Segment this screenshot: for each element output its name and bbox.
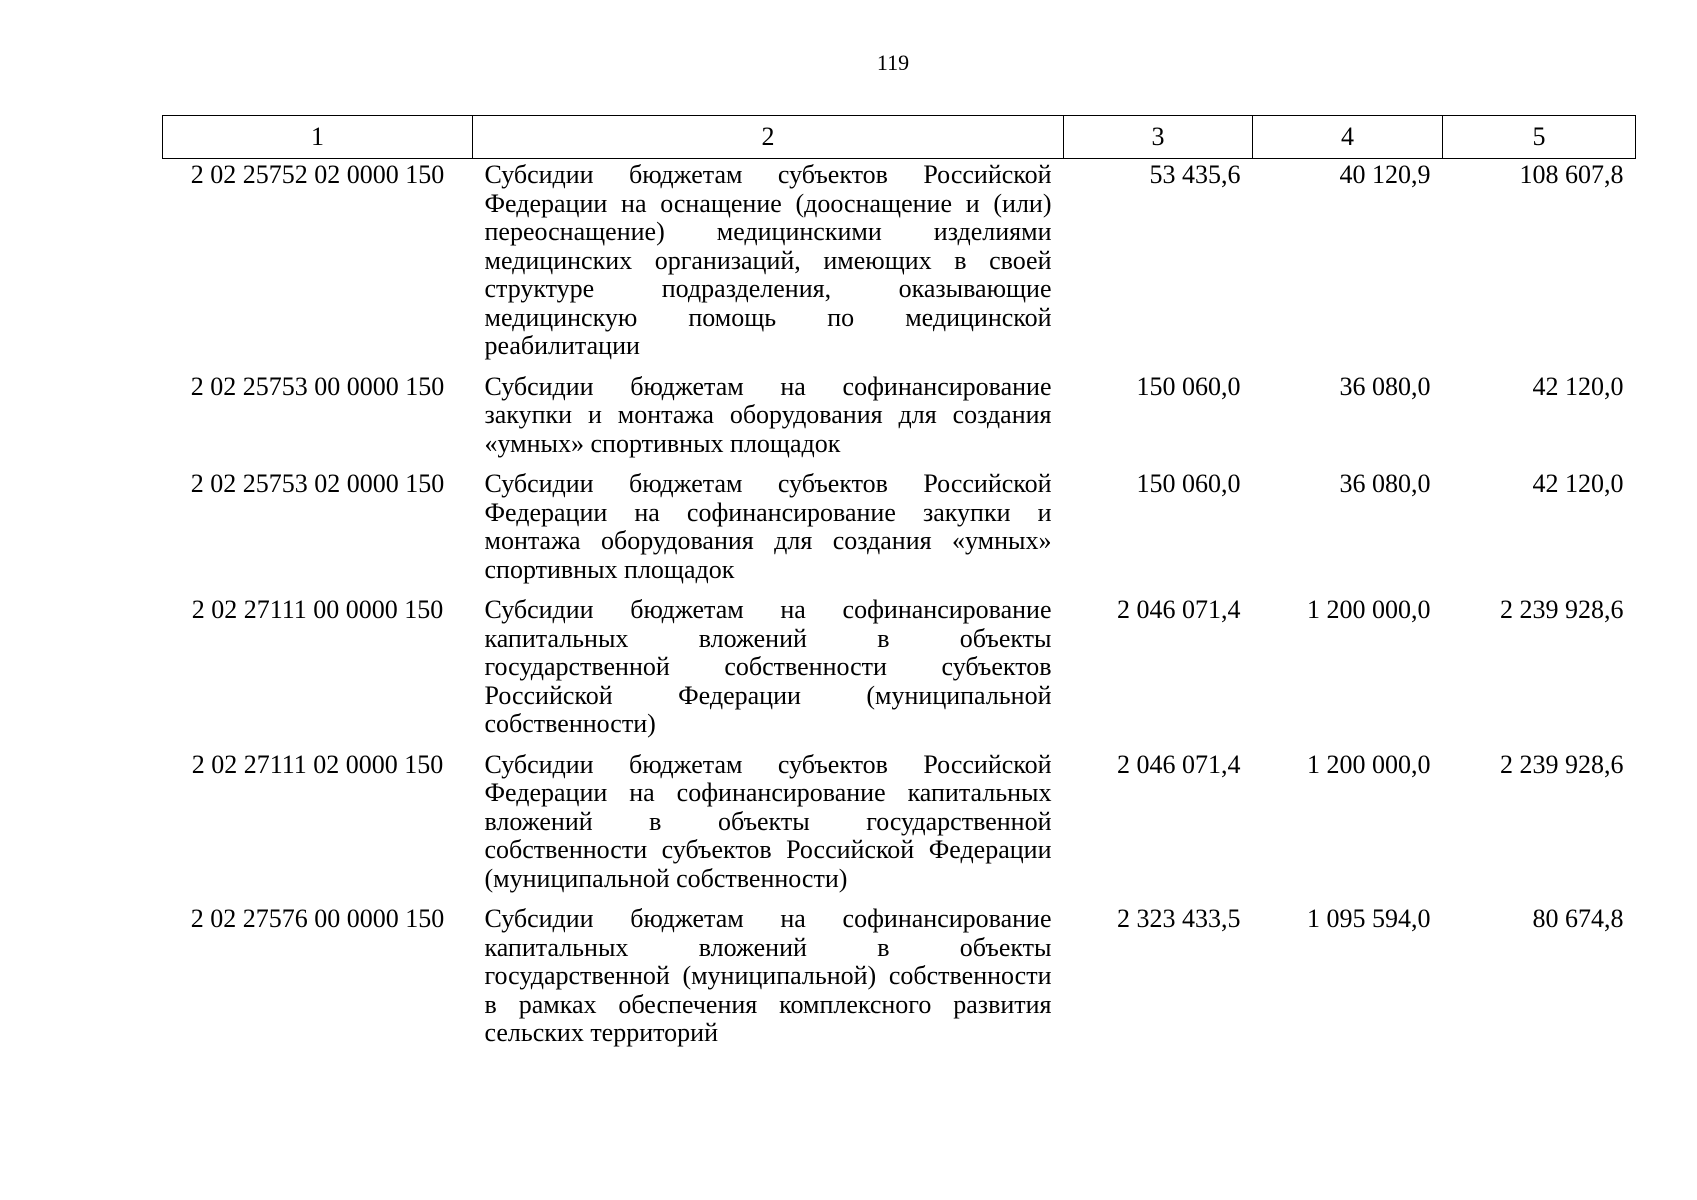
header-row	[163, 116, 1636, 159]
value-col-3: 150 060,0	[1136, 371, 1241, 401]
column-header-5: 5	[1443, 116, 1636, 159]
value-col-5: 108 607,8	[1519, 160, 1624, 189]
value-col-5: 2 239 928,6	[1500, 749, 1624, 779]
budget-code: 2 02 27111 00 0000 150	[191, 595, 444, 624]
table-header	[163, 116, 1636, 159]
value-col-4: 1 200 000,0	[1307, 595, 1431, 624]
subsidy-description: Субсидии бюджетам на софинансирование капитальных вложений в объекты государственной собственности субъектов Российской Федерации (муниципальной собственности)	[484, 595, 1052, 738]
value-col-3: 2 046 071,4	[1117, 749, 1241, 779]
table-row	[163, 749, 1636, 904]
subsidy-description: Субсидии бюджетам субъектов Российской Федерации на софинансирование закупки и монтажа оборудования для создания «умных» спортивных площадок	[484, 469, 1052, 584]
value-col-4: 1 200 000,0	[1307, 749, 1431, 779]
value-col-3: 2 323 433,5	[1117, 904, 1241, 933]
table-row	[163, 371, 1636, 469]
value-col-5: 42 120,0	[1532, 371, 1624, 401]
column-header-3: 3	[1064, 116, 1253, 159]
budget-code: 2 02 27576 00 0000 150	[190, 904, 445, 933]
table-row	[163, 159, 1636, 371]
value-col-4: 36 080,0	[1339, 371, 1431, 401]
subsidy-description: Субсидии бюджетам субъектов Российской Федерации на оснащение (дооснащение и (или) переоснащение) медицинскими изделиями медицинских организаций, имеющих в своей структуре подразделения, оказывающие медицинскую помощь по медицинской реабилитации	[484, 160, 1052, 360]
subsidy-description: Субсидии бюджетам на софинансирование капитальных вложений в объекты государственной (муниципальной) собственности в рамках обеспечения комплексного развития сельских территорий	[484, 904, 1052, 1047]
value-col-4: 40 120,9	[1339, 160, 1431, 189]
table-body	[163, 159, 1636, 1058]
value-col-5: 2 239 928,6	[1500, 595, 1624, 624]
value-col-3: 2 046 071,4	[1117, 595, 1241, 624]
value-col-5: 42 120,0	[1532, 469, 1624, 498]
budget-table	[162, 115, 1636, 1058]
table-row	[163, 468, 1636, 594]
value-col-3: 53 435,6	[1149, 160, 1241, 189]
budget-code: 2 02 25753 02 0000 150	[190, 469, 445, 498]
value-col-4: 1 095 594,0	[1307, 904, 1431, 933]
column-header-1: 1	[163, 116, 473, 159]
budget-code: 2 02 25752 02 0000 150	[190, 160, 445, 189]
page-number: 119	[876, 50, 910, 75]
subsidy-description: Субсидии бюджетам на софинансирование закупки и монтажа оборудования для создания «умных» спортивных площадок	[484, 371, 1052, 458]
value-col-4: 36 080,0	[1339, 469, 1431, 498]
table-row	[163, 903, 1636, 1058]
value-col-5: 80 674,8	[1532, 904, 1624, 933]
column-header-2: 2	[473, 116, 1064, 159]
table-row	[163, 594, 1636, 749]
value-col-3: 150 060,0	[1136, 469, 1241, 498]
subsidy-description: Субсидии бюджетам субъектов Российской Федерации на софинансирование капитальных вложений в объекты государственной собственности субъектов Российской Федерации (муниципальной собственности)	[484, 749, 1052, 893]
budget-code: 2 02 25753 00 0000 150	[190, 371, 445, 401]
budget-code: 2 02 27111 02 0000 150	[191, 749, 444, 779]
column-header-4: 4	[1253, 116, 1443, 159]
